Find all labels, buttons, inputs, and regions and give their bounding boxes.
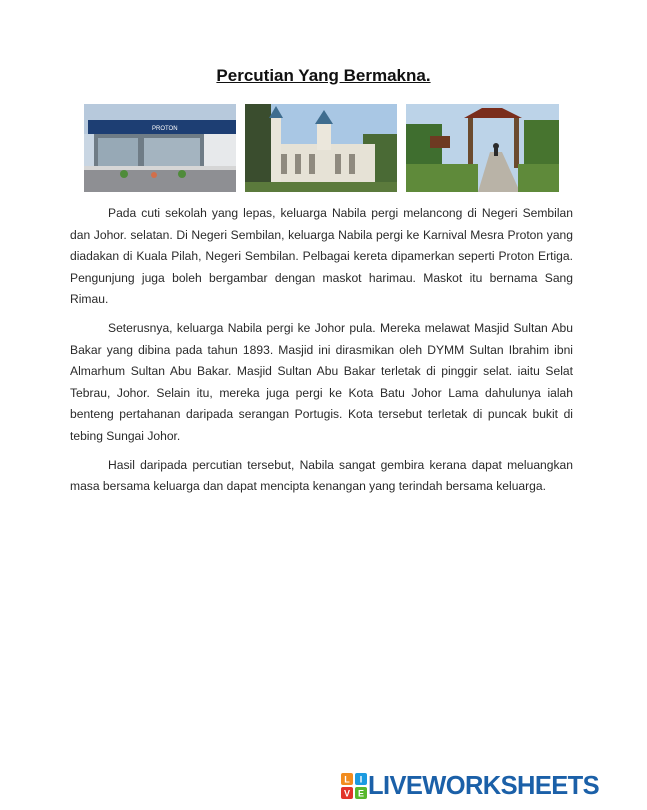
- page-title: Percutian Yang Bermakna.: [216, 66, 431, 85]
- photo-proton-showroom: [84, 104, 236, 192]
- logo-letter-l: L: [344, 774, 350, 785]
- logo-letter-i: I: [359, 774, 363, 785]
- story-body: [70, 203, 573, 505]
- showroom-sign-text: PROTON: [152, 126, 178, 132]
- photo-kota-batu-johor-lama: [406, 104, 559, 192]
- paragraph-1: Pada cuti sekolah yang lepas, keluarga Nabila pergi melancong di Negeri Sembilan dan Johor. selatan. Di Negeri Sembilan, keluarga Nabila pergi ke Karnival Mesra Proton yang diadakan di Kuala Pilah, Negeri Sembilan. Pelbagai kereta dipamerkan seperti Proton Ertiga. Pengunjung juga boleh bergambar dengan maskot harimau. Maskot itu bernama Sang Rimau.: [70, 206, 573, 307]
- liveworksheets-wordmark: LIVEWORKSHEETS: [368, 772, 600, 800]
- paragraph-2: Seterusnya, keluarga Nabila pergi ke Johor pula. Mereka melawat Masjid Sultan Abu Bakar yang dibina pada tahun 1893. Masjid ini dirasmikan oleh DYMM Sultan Ibrahim ibni Almarhum Sultan Abu Bakar. Masjid Sultan Abu Bakar terletak di pinggir selat. iaitu Selat Tebrau, Johor. Selain itu, mereka juga pergi ke Kota Batu Johor Lama dahulunya ialah benteng pertahanan daripada serangan Portugis. Kota tersebut terletak di puncak bukit di tebing Sungai Johor.: [70, 320, 573, 443]
- liveworksheets-logo-icon: [341, 773, 367, 799]
- photo-masjid-sultan-abu-bakar: [245, 104, 397, 192]
- photo-row: [84, 104, 559, 192]
- liveworksheets-logo[interactable]: [341, 772, 637, 800]
- paragraph-3: Hasil daripada percutian tersebut, Nabila sangat gembira kerana dapat meluangkan masa bersama keluarga dan dapat mencipta kenangan yang terindah bersama keluarga.: [70, 457, 573, 494]
- logo-letter-v: V: [343, 788, 351, 799]
- logo-letter-e: E: [357, 788, 365, 799]
